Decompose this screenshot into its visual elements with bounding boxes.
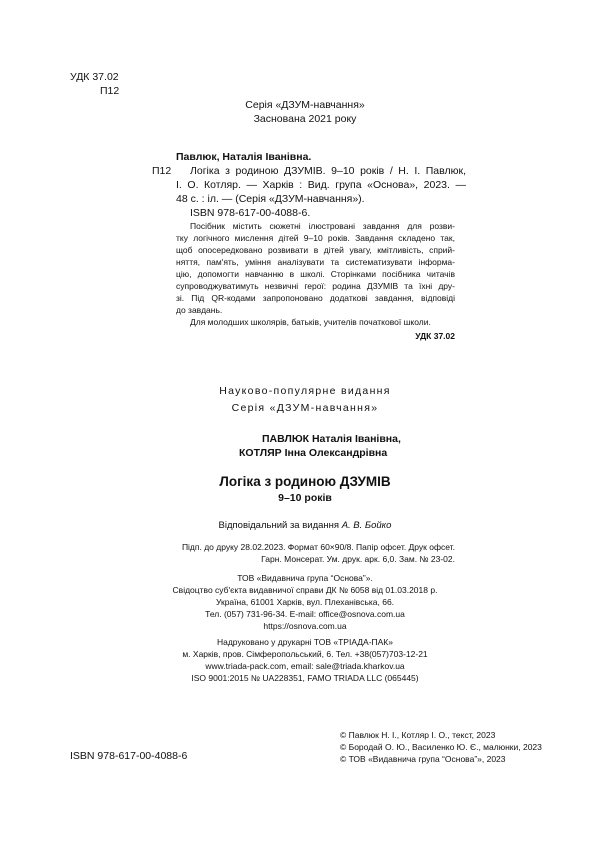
catalog-entry-line-2: І. О. Котляр. — Харків : Вид. група «Основа», 2023. — [176, 179, 466, 191]
printer-line-2: м. Харків, пров. Сімферопольський, 6. Тел. +38(057)703-12-21 [182, 649, 428, 659]
catalog-entry [176, 150, 466, 220]
printer-line-3: www.triada-pack.com, email: sale@triada.kharkov.ua [205, 661, 405, 671]
code-top: П12 [100, 85, 120, 97]
printer-block [150, 636, 460, 684]
abstract-line-1: Посібник містить сюжетні ілюстровані завдання для розви- [190, 221, 455, 231]
udc-top: УДК 37.02 [70, 71, 119, 83]
abstract-line-7: зі. Під QR-кодами запропоновано додаткові завдання, відповіді [176, 293, 455, 303]
abstract-line-2: тку логічного мислення дітей 9–10 років. Завдання складено так, [176, 233, 455, 243]
book-title-block [150, 473, 460, 505]
catalog-author: Павлюк, Наталія Іванівна. [176, 151, 312, 163]
publisher-line-3: Україна, 61001 Харків, вул. Плеханівська, 66. [215, 597, 395, 607]
author-2: КОТЛЯР Інна Олександрівна [239, 447, 388, 459]
isbn-bottom: ISBN 978-617-00-4088-6 [70, 750, 188, 762]
abstract-line-6: супроводжуватимуть незвичні герої: родина ДЗУМІВ та їхні дру- [176, 281, 455, 291]
series-block [230, 98, 380, 126]
responsible-block [150, 519, 460, 532]
publisher-line-4: Тел. (057) 731-96-34. E-mail: office@osnova.com.ua [205, 609, 405, 619]
abstract-line-4: няття, пам'ять, уміння аналізувати та систематизувати інформа- [176, 257, 455, 267]
abstract-line-3: щоб опосередковано розвивати в дітей увагу, кмітливість, сприй- [176, 245, 455, 255]
copyright-2: © Бородай О. Ю., Василенко Ю. Є., малюнки, 2023 [340, 742, 542, 752]
catalog-entry-line-3: 48 с. : іл. — (Серія «ДЗУМ-навчання»). [176, 193, 365, 205]
copyright-1: © Павлюк Н. І., Котляр І. О., текст, 2023 [340, 730, 496, 740]
book-subtitle: 9–10 років [278, 492, 332, 504]
printer-line-4: ISO 9001:2015 № UA228351, FAMO TRIADA LLC (065445) [191, 673, 419, 683]
publisher-line-2: Свідоцтво суб'єкта видавничої справи ДК № 6058 від 01.03.2018 р. [172, 585, 438, 595]
edition-series: Серія «ДЗУМ-навчання» [231, 402, 379, 414]
abstract-line-5: цію, допомогти навчанню в школі. Сторінками посібника читачів [176, 269, 455, 279]
responsible-name: А. В. Бойко [341, 520, 392, 531]
print-specs-line1: Підп. до друку 28.02.2023. Формат 60×90/8. Папір офсет. Друк офсет. [181, 542, 455, 552]
copyright-3: © ТОВ «Видавнича група “Основа”», 2023 [340, 754, 506, 764]
catalog-entry-line-1: Логіка з родиною ДЗУМІВ. 9–10 років / Н. І. Павлюк, [190, 165, 466, 177]
catalog-audience: Для молодших школярів, батьків, учителів початкової школи. [190, 317, 431, 327]
catalog-isbn: ISBN 978-617-00-4088-6. [190, 207, 311, 219]
copyrights-block [340, 729, 570, 765]
udc-block [70, 70, 150, 98]
series-line2: Заснована 2021 року [253, 113, 357, 125]
edition-type: Науково-популярне видання [219, 385, 391, 397]
series-line1: Серія «ДЗУМ-навчання» [245, 99, 365, 111]
publisher-line-5: https://osnova.com.ua [263, 621, 347, 631]
catalog-abstract [176, 220, 455, 342]
printer-line-1: Надруковано у друкарні ТОВ «ТРІАДА-ПАК» [216, 637, 393, 647]
print-specs [150, 541, 455, 565]
publisher-block [150, 572, 460, 632]
publisher-line-1: ТОВ «Видавнича група “Основа”». [237, 573, 373, 583]
responsible-label: Відповідальний за видання [218, 520, 340, 531]
catalog-udc: УДК 37.02 [415, 331, 455, 341]
catalog-code: П12 [152, 165, 172, 177]
abstract-line-8: до завдань. [176, 305, 223, 315]
print-specs-line2: Гарн. Монсерат. Ум. друк. арк. 6,0. Зам. № 23-02. [261, 554, 455, 564]
edition-block [150, 384, 460, 415]
book-title: Логіка з родиною ДЗУМІВ [219, 474, 391, 489]
author-1: ПАВЛЮК Наталія Іванівна, [262, 433, 401, 445]
authors-block [150, 432, 460, 460]
